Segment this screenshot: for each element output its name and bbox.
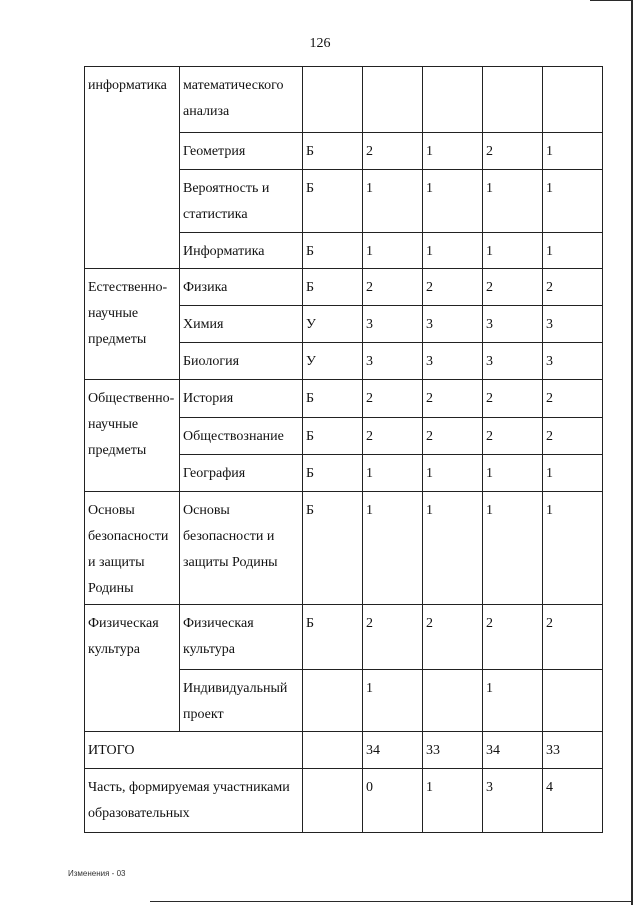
hours-cell: 1 [423, 170, 483, 233]
formed-hours-cell: 4 [543, 769, 603, 833]
level-cell [303, 769, 363, 833]
hours-cell: 2 [483, 418, 543, 455]
table-row [85, 269, 603, 306]
hours-cell: 1 [543, 170, 603, 233]
hours-cell: 1 [363, 233, 423, 269]
total-hours-cell: 34 [483, 732, 543, 769]
hours-cell: 1 [483, 670, 543, 732]
hours-cell: 2 [363, 605, 423, 670]
subject-cell: Физика [180, 269, 303, 306]
level-cell: Б [303, 170, 363, 233]
page-number: 126 [309, 36, 331, 51]
total-row [85, 732, 603, 769]
subject-area-cell: Физическая культура [85, 605, 180, 732]
hours-cell: 1 [483, 492, 543, 605]
subject-area-cell: Основы безопасности и защиты Родины [85, 492, 180, 605]
hours-cell: 1 [363, 455, 423, 492]
hours-cell: 2 [483, 380, 543, 418]
hours-cell: 1 [363, 492, 423, 605]
hours-cell: 1 [543, 133, 603, 170]
hours-cell: 1 [483, 455, 543, 492]
hours-cell: 1 [423, 133, 483, 170]
hours-cell: 2 [483, 133, 543, 170]
subject-area-cell: Естественно-научные предметы [85, 269, 180, 380]
hours-cell: 2 [543, 418, 603, 455]
hours-cell: 2 [483, 269, 543, 306]
hours-cell: 1 [423, 233, 483, 269]
formed-part-row [85, 769, 603, 833]
hours-cell: 1 [543, 492, 603, 605]
hours-cell: 2 [363, 418, 423, 455]
table-row [85, 380, 603, 418]
hours-cell: 3 [483, 343, 543, 380]
hours-cell: 2 [363, 269, 423, 306]
hours-cell: 2 [423, 605, 483, 670]
subject-cell: Вероятность и статистика [180, 170, 303, 233]
total-hours-cell: 33 [543, 732, 603, 769]
subject-cell: Химия [180, 306, 303, 343]
hours-cell: 2 [363, 380, 423, 418]
hours-cell [543, 670, 603, 732]
hours-cell: 1 [483, 233, 543, 269]
level-cell: Б [303, 492, 363, 605]
scan-edge-bottom [150, 901, 632, 902]
hours-cell: 3 [423, 306, 483, 343]
hours-cell: 1 [423, 455, 483, 492]
level-cell: Б [303, 455, 363, 492]
hours-cell: 3 [483, 306, 543, 343]
hours-cell: 3 [543, 343, 603, 380]
hours-cell: 3 [423, 343, 483, 380]
subject-cell: История [180, 380, 303, 418]
hours-cell: 2 [543, 380, 603, 418]
hours-cell: 1 [543, 233, 603, 269]
hours-cell: 2 [543, 605, 603, 670]
hours-cell [423, 670, 483, 732]
level-cell [303, 732, 363, 769]
level-cell [303, 670, 363, 732]
hours-cell [363, 67, 423, 133]
scan-edge-right [631, 0, 633, 905]
subject-cell: География [180, 455, 303, 492]
hours-cell: 1 [543, 455, 603, 492]
hours-cell: 3 [363, 343, 423, 380]
level-cell [303, 67, 363, 133]
level-cell: Б [303, 605, 363, 670]
subject-area-cell: информатика [85, 67, 180, 269]
level-cell: У [303, 343, 363, 380]
hours-cell: 1 [363, 670, 423, 732]
level-cell: У [303, 306, 363, 343]
table-row [85, 67, 603, 133]
total-label: ИТОГО [85, 732, 303, 769]
hours-cell [543, 67, 603, 133]
formed-hours-cell: 1 [423, 769, 483, 833]
level-cell: Б [303, 380, 363, 418]
hours-cell: 2 [363, 133, 423, 170]
hours-cell: 2 [423, 418, 483, 455]
level-cell: Б [303, 269, 363, 306]
hours-cell: 1 [423, 492, 483, 605]
total-hours-cell: 33 [423, 732, 483, 769]
hours-cell: 1 [363, 170, 423, 233]
curriculum-table [84, 66, 603, 833]
subject-cell: Информатика [180, 233, 303, 269]
subject-cell: Обществознание [180, 418, 303, 455]
hours-cell: 3 [363, 306, 423, 343]
footer-note: Изменения - 03 [68, 869, 126, 878]
level-cell: Б [303, 133, 363, 170]
total-hours-cell: 34 [363, 732, 423, 769]
subject-cell: математического анализа [180, 67, 303, 133]
table-row [85, 605, 603, 670]
level-cell: Б [303, 418, 363, 455]
hours-cell: 2 [483, 605, 543, 670]
hours-cell: 2 [423, 269, 483, 306]
subject-cell: Основы безопасности и защиты Родины [180, 492, 303, 605]
formed-hours-cell: 3 [483, 769, 543, 833]
formed-part-label: Часть, формируемая участниками образовательных [85, 769, 303, 833]
subject-cell: Физическая культура [180, 605, 303, 670]
scan-edge-top [590, 0, 632, 1]
subject-cell: Индивидуальный проект [180, 670, 303, 732]
hours-cell: 2 [423, 380, 483, 418]
hours-cell: 2 [543, 269, 603, 306]
hours-cell [483, 67, 543, 133]
formed-hours-cell: 0 [363, 769, 423, 833]
subject-cell: Биология [180, 343, 303, 380]
subject-area-cell: Общественно-научные предметы [85, 380, 180, 492]
level-cell: Б [303, 233, 363, 269]
hours-cell: 3 [543, 306, 603, 343]
hours-cell: 1 [483, 170, 543, 233]
hours-cell [423, 67, 483, 133]
subject-cell: Геометрия [180, 133, 303, 170]
table-row [85, 492, 603, 605]
